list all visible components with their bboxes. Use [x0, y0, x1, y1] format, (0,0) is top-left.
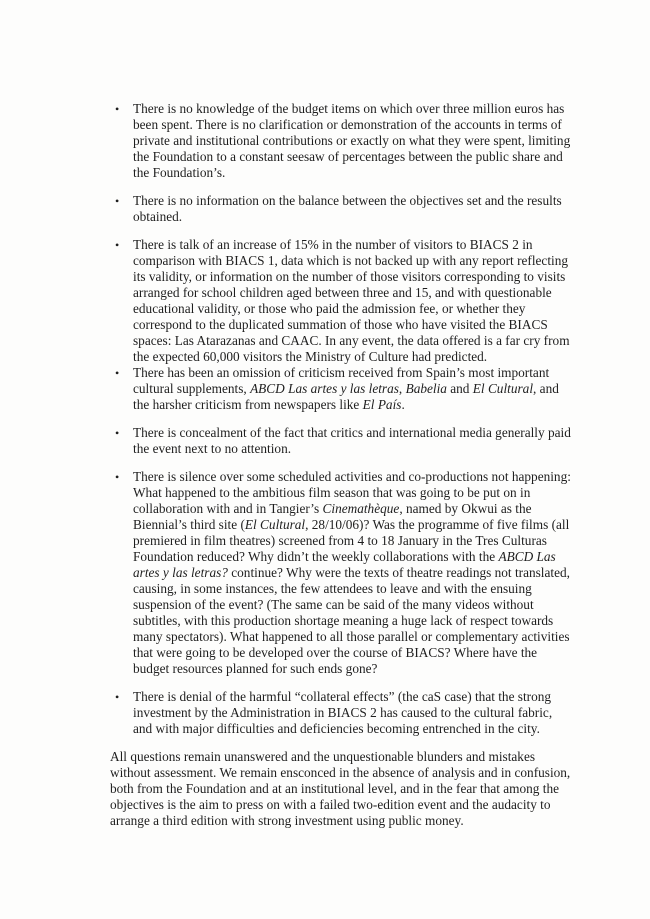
bullet-list — [110, 101, 572, 737]
italic-text-segment: El Cultural — [244, 517, 306, 532]
bullet-text — [133, 237, 572, 365]
bullet-item — [110, 193, 572, 225]
text-segment: continue? Why were the texts of theatre readings not translated, causing, in some instances, the few attendees to leave and with the ensuing suspension of the event? (The same can be said of the many videos without subtitles, with this production shortage meaning a huge lack of respect towards many spectators). What happened to all those parallel or complementary activities that were going to be developed over the course of BIACS? Where have the budget resources planned for such ends gone? — [133, 565, 570, 676]
text-segment: There is no knowledge of the budget items on which over three million euros has been spent. There is no clarification or demonstration of the accounts in terms of private and institutional contributions or exactly on what they were spent, limiting the Foundation to a constant seesaw of percentages between the public share and the Foundation’s. — [133, 101, 571, 180]
text-segment: . — [401, 397, 405, 412]
bullet-item — [110, 689, 572, 737]
text-segment: There is no information on the balance between the objectives set and the results obtained. — [133, 193, 562, 224]
bullet-text — [133, 689, 572, 737]
text-segment: There has been an omission of criticism received from Spain’s most important cultural supplements, — [133, 365, 550, 396]
text-segment: There is denial of the harmful “collateral effects” (the caS case) that the strong investment by the Administration in BIACS 2 has caused to the cultural fabric, and with major difficulties and deficiencies becoming entrenched in the city. — [133, 689, 553, 736]
bullet-marker-icon: • — [115, 470, 120, 484]
text-segment: There is talk of an increase of 15% in the number of visitors to BIACS 2 in comparison with BIACS 1, data which is not backed up with any report reflecting its validity, or information on the number of those visitors corresponding to visits arranged for school children aged between three and 15, and with questionable educational validity, or those who paid the admission fee, or whether they correspond to the duplicated summation of those who have visited the BIACS spaces: Las Atarazanas and CAAC. In any event, the data offered is a far cry from the expected 60,000 visitors the Ministry of Culture had predicted. — [133, 237, 570, 364]
bullet-text — [133, 365, 572, 413]
bullet-marker-icon: • — [115, 194, 120, 208]
text-segment: , — [398, 381, 406, 396]
text-segment: , 28/10/06)? Was the programme of five films (all premiered in film theatres) screened from 4 to 18 January in the Tres Culturas Foundation reduced? Why didn’t the weekly collaborations with the — [133, 517, 570, 564]
bullet-text — [133, 101, 572, 181]
bullet-item — [110, 101, 572, 181]
bullet-marker-icon: • — [115, 690, 120, 704]
text-segment: , and the harsher criticism from newspapers like — [133, 381, 559, 412]
italic-text-segment: ABCD Las artes y las letras — [250, 381, 399, 396]
bullet-text — [133, 193, 572, 225]
bullet-marker-icon: • — [115, 102, 120, 116]
italic-text-segment: Cinemathèque — [322, 501, 400, 516]
italic-text-segment: El País — [362, 397, 402, 412]
bullet-text — [133, 469, 572, 677]
text-segment: and — [446, 381, 473, 396]
text-segment: There is concealment of the fact that critics and international media generally paid the event next to no attention. — [133, 425, 571, 456]
italic-text-segment: El Cultural — [472, 381, 534, 396]
bullet-text — [133, 425, 572, 457]
bullet-marker-icon: • — [115, 238, 120, 252]
bullet-item — [110, 365, 572, 413]
bullet-item — [110, 425, 572, 457]
text-segment: There is silence over some scheduled activities and co-productions not happening: What happened to the ambitious film season that was going to be put on in collaboration with and in Tangier’s — [133, 469, 571, 516]
document-content — [110, 89, 572, 829]
bullet-item — [110, 237, 572, 365]
closing-paragraph — [110, 749, 572, 829]
italic-text-segment: ABCD Las artes y las letras? — [133, 549, 556, 580]
text-segment: , named by Okwui as the Biennial’s third site ( — [133, 501, 532, 532]
bullet-marker-icon: • — [115, 366, 120, 380]
text-segment: All questions remain unanswered and the unquestionable blunders and mistakes without assessment. We remain ensconced in the absence of analysis and in confusion, both from the Foundation and at an institutional level, and in the fear that among the objectives is the aim to press on with a failed two-edition event and the audacity to arrange a third edition with strong investment using public money. — [110, 749, 571, 828]
bullet-item — [110, 469, 572, 677]
bullet-marker-icon: • — [115, 426, 120, 440]
italic-text-segment: Babelia — [405, 381, 447, 396]
